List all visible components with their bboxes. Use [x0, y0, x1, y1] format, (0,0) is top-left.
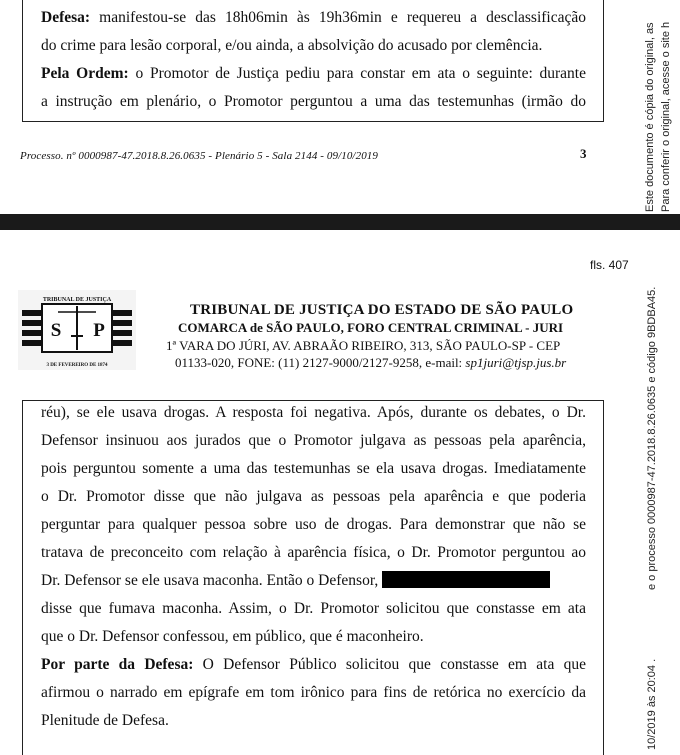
- defense-line-3: Plenitude de Defesa.: [41, 712, 169, 729]
- body-line-3: pois perguntou somente a uma das testemunhas se ela usava drogas. Imediatamente: [41, 460, 586, 477]
- bottom-page: [0, 230, 680, 751]
- body-line-4: o Dr. Promotor disse que não julgava as pessoas pela aparência e que poderia: [41, 488, 586, 505]
- side-note-copy: Este documento é cópia do original, as: [644, 22, 656, 212]
- court-email: sp1juri@tjsp.jus.br: [465, 355, 567, 370]
- top-line-2: do crime para lesão corporal, e/ou ainda, a absolvição do acusado por clemência.: [41, 37, 543, 54]
- court-subtitle: COMARCA de SÃO PAULO, FORO CENTRAL CRIMINAL - JURI: [178, 320, 564, 335]
- body-line-6: tratava de preconceito com relação à aparência física, o Dr. Promotor perguntou ao: [41, 544, 586, 561]
- top-line-1: Defesa: manifestou-se das 18h06min às 19h36min e requereu a desclassificação: [41, 9, 586, 26]
- side-note-verify: Para conferir o original, acesse o site h: [660, 21, 672, 212]
- page-number: 3: [580, 146, 587, 161]
- logo-date-text: 3 DE FEVEREIRO DE 1874: [46, 363, 108, 368]
- logo-letter-p: P: [93, 320, 105, 341]
- body-line-1: réu), se ele usava drogas. A resposta foi negativa. Após, durante os debates, o Dr.: [41, 404, 586, 421]
- tjsp-seal-logo: [18, 290, 136, 370]
- body-line-7: Dr. Defensor se ele usava maconha. Então o Defensor,: [41, 567, 550, 595]
- defense-line-1: Por parte da Defesa: O Defensor Público solicitou que constasse em ata que: [41, 656, 586, 673]
- defense-line-2: afirmou o narrado em epígrafe em tom irônico para fins de retórica no exercício da: [41, 684, 586, 701]
- folio-number: fls. 407: [590, 258, 629, 272]
- body-line-5: perguntar para qualquer pessoa sobre uso de drogas. Para demonstrar que não se: [41, 516, 586, 533]
- logo-top-text: TRIBUNAL DE JUSTIÇA: [42, 297, 112, 303]
- logo-letter-s: S: [50, 320, 62, 341]
- top-line-3: Pela Ordem: o Promotor de Justiça pediu para constar em ata o seguinte: durante: [41, 65, 586, 82]
- body-line-2: Defensor insinuou aos jurados que o Promotor julgava as pessoas pela aparência,: [41, 432, 586, 449]
- court-address-line-1: 1ª VARA DO JÚRI, AV. ABRAÃO RIBEIRO, 313, SÃO PAULO-SP - CEP: [166, 338, 561, 353]
- body-line-9: que o Dr. Defensor confessou, em público, que é maconheiro.: [41, 628, 424, 645]
- process-footer: Processo. nº 0000987-47.2018.8.26.0635 - Plenário 5 - Sala 2144 - 09/10/2019: [20, 150, 378, 162]
- side-note-process: e o processo 0000987-47.2018.8.26.0635 e código 9BDBA45.: [646, 286, 658, 590]
- court-title: TRIBUNAL DE JUSTIÇA DO ESTADO DE SÃO PAULO: [190, 302, 574, 318]
- top-page: [0, 0, 680, 214]
- side-note-date: 10/2019 às 20:04 .: [646, 658, 658, 750]
- court-address-line-2: 01133-020, FONE: (11) 2127-9000/2127-9258, e-mail: sp1juri@tjsp.jus.br: [175, 355, 567, 370]
- body-line-8: disse que fumava maconha. Assim, o Dr. Promotor solicitou que constasse em ata: [41, 600, 586, 617]
- page-divider: [0, 214, 680, 230]
- top-line-4: a instrução em plenário, o Promotor perguntou a uma das testemunhas (irmão do: [41, 93, 586, 110]
- redaction-bar: [382, 571, 550, 588]
